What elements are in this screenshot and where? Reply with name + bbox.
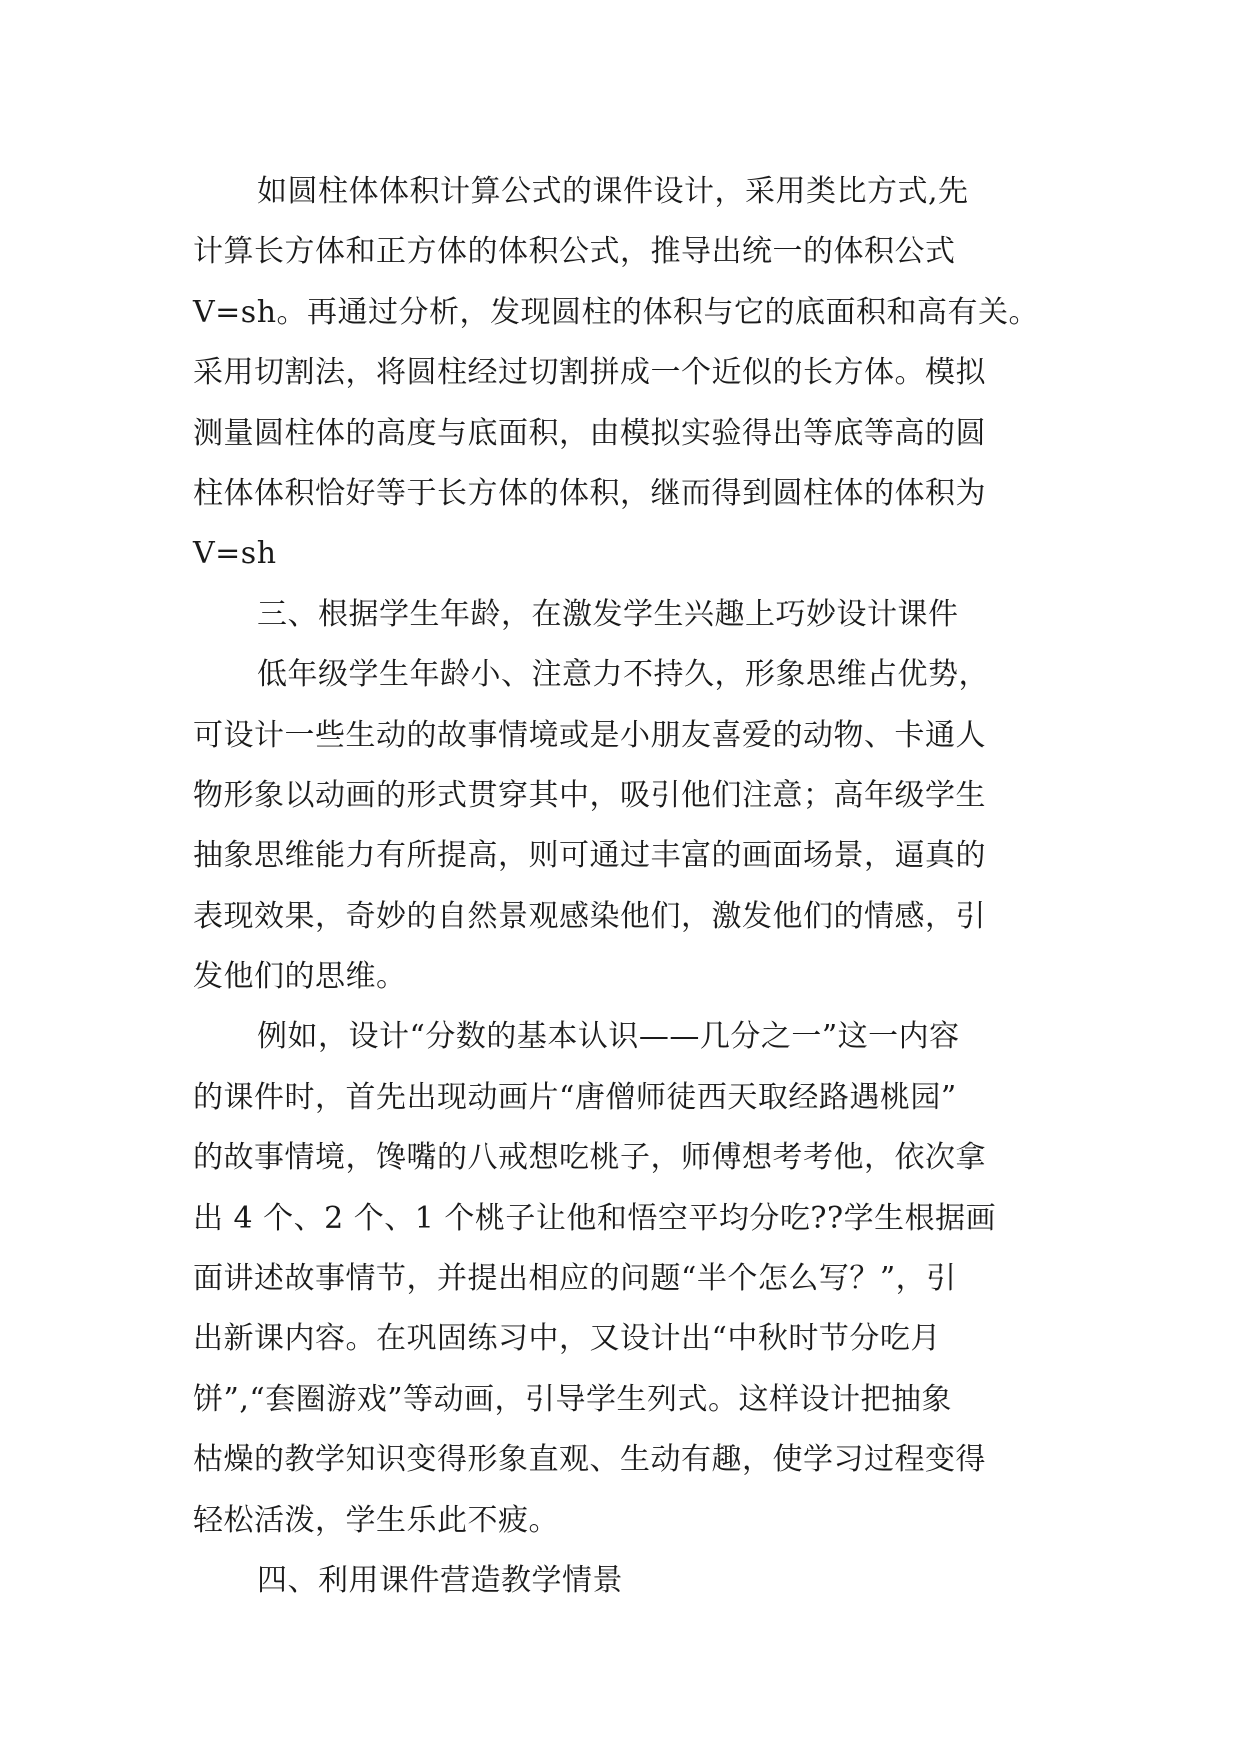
text-line: 计算长方体和正方体的体积公式，推导出统一的体积公式 — [193, 234, 956, 270]
text-line: 饼”,“套圈游戏”等动画，引导学生列式。这样设计把抽象 — [193, 1381, 953, 1417]
text-line: 柱体体积恰好等于长方体的体积，继而得到圆柱体的体积为 — [193, 475, 986, 511]
paragraph-fraction-example — [193, 1007, 1053, 1551]
text-line: 低年级学生年龄小、注意力不持久，形象思维占优势， — [257, 657, 989, 693]
text-line: 面讲述故事情节，并提出相应的问题“半个怎么写？”，引 — [193, 1261, 957, 1297]
text-line: 轻松活泼，学生乐此不疲。 — [193, 1502, 559, 1538]
heading-line: 三、根据学生年龄，在激发学生兴趣上巧妙设计课件 — [257, 596, 959, 632]
text-line: V=sh — [193, 536, 277, 572]
text-line: 采用切割法，将圆柱经过切割拼成一个近似的长方体。模拟 — [193, 355, 986, 391]
text-line: 例如，设计“分数的基本认识——几分之一”这一内容 — [257, 1019, 960, 1055]
heading-line: 四、利用课件营造教学情景 — [257, 1562, 623, 1598]
text-line: 物形象以动画的形式贯穿其中，吸引他们注意；高年级学生 — [193, 777, 986, 813]
text-line: 发他们的思维。 — [193, 959, 407, 995]
text-line: 抽象思维能力有所提高，则可通过丰富的画面场景，逼真的 — [193, 838, 986, 874]
text-line: V=sh。再通过分析，发现圆柱的体积与它的底面积和高有关。 — [193, 294, 1040, 330]
section-heading-3 — [193, 585, 1053, 645]
text-line: 测量圆柱体的高度与底面积，由模拟实验得出等底等高的圆 — [193, 415, 986, 451]
text-line: 的故事情境，馋嘴的八戒想吃桃子，师傅想考考他，依次拿 — [193, 1140, 986, 1176]
text-line: 如圆柱体体积计算公式的课件设计，采用类比方式,先 — [257, 174, 969, 209]
paragraph-age-design — [193, 645, 1053, 1007]
text-line: 表现效果，奇妙的自然景观感染他们，激发他们的情感，引 — [193, 898, 986, 934]
text-line: 出新课内容。在巩固练习中，又设计出“中秋时节分吃月 — [193, 1321, 941, 1357]
paragraph-cylinder-volume — [193, 162, 1053, 585]
text-line: 出 4 个、2 个、1 个桃子让他和悟空平均分吃??学生根据画 — [193, 1200, 997, 1236]
document-page — [193, 162, 1053, 1611]
section-heading-4 — [193, 1551, 1053, 1611]
text-line: 枯燥的教学知识变得形象直观、生动有趣，使学习过程变得 — [193, 1442, 986, 1478]
text-line: 的课件时，首先出现动画片“唐僧师徒西天取经路遇桃园” — [193, 1079, 957, 1115]
text-line: 可设计一些生动的故事情境或是小朋友喜爱的动物、卡通人 — [193, 717, 986, 753]
